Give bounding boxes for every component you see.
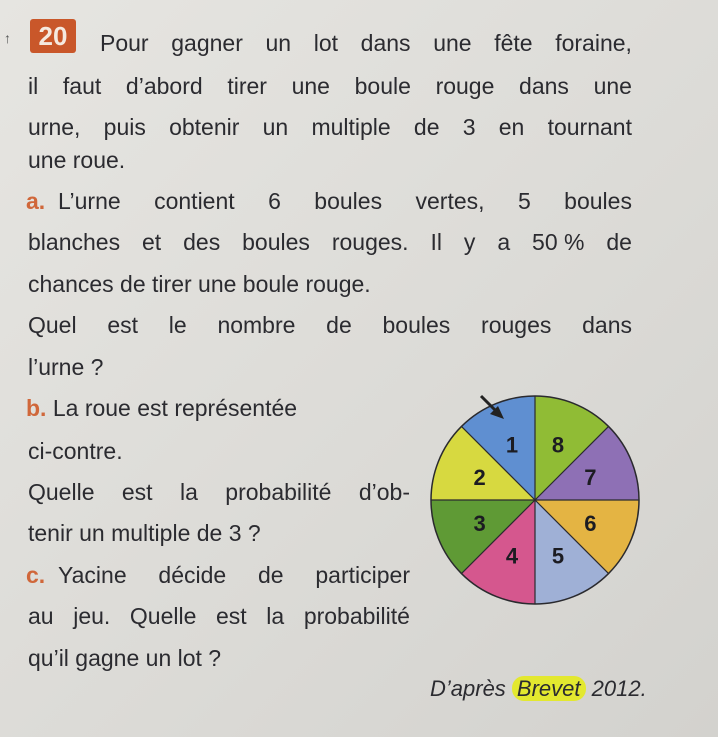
word: lot <box>313 30 339 56</box>
part-a-line-5: l’urne ? <box>28 354 104 380</box>
part-a-label <box>26 188 45 215</box>
word: 5 <box>517 188 531 214</box>
word: de <box>326 312 352 338</box>
word: Quel <box>28 312 77 338</box>
part-a-line-1 <box>58 188 632 215</box>
word: blanches <box>28 229 121 255</box>
source-prefix: D’après <box>430 676 512 701</box>
word: probabilité <box>303 603 410 629</box>
probability-wheel <box>426 390 644 610</box>
word: Pour <box>100 30 149 56</box>
word: de <box>258 562 284 588</box>
word: un <box>262 114 289 140</box>
word: il <box>28 73 39 99</box>
word: la <box>179 479 198 505</box>
word: Quelle <box>129 603 197 629</box>
part-b-line-2: ci-contre. <box>28 438 123 464</box>
part-c-letter: c. <box>26 562 46 588</box>
intro-line-2 <box>28 73 632 100</box>
part-c-line-3: qu’il gagne un lot ? <box>28 645 222 671</box>
word: 50 % <box>532 229 585 255</box>
word: une <box>291 73 330 99</box>
word: et <box>142 229 162 255</box>
wheel-label-5: 5 <box>551 543 565 569</box>
source-suffix: 2012. <box>585 676 647 701</box>
word: est <box>121 479 153 505</box>
word: multiple <box>311 114 391 140</box>
part-b-letter: b. <box>26 395 47 421</box>
word: d’abord <box>125 73 203 99</box>
word: est <box>107 312 139 338</box>
word: une <box>593 73 632 99</box>
word: Yacine <box>58 562 127 588</box>
word: tournant <box>547 114 632 140</box>
word: y <box>463 229 476 255</box>
word: gagner <box>171 30 243 56</box>
wheel-label-6: 6 <box>584 510 597 536</box>
word: faut <box>62 73 102 99</box>
exercise-number: 20 <box>30 19 76 53</box>
part-c-line-1 <box>58 562 410 589</box>
source-citation <box>430 676 647 702</box>
wheel-label-3: 3 <box>473 510 486 536</box>
part-b-line-1 <box>26 395 297 422</box>
wheel-dividers <box>431 396 639 604</box>
word: Il <box>430 229 442 255</box>
word: contient <box>154 188 235 214</box>
part-b-text-1: La roue est représentée <box>52 395 298 421</box>
word: la <box>266 603 285 629</box>
part-a-line-4 <box>28 312 632 339</box>
word: nombre <box>217 312 296 338</box>
word: une <box>433 30 472 56</box>
word: boules <box>242 229 310 255</box>
word: rouges <box>481 312 552 338</box>
wheel-label-4: 4 <box>505 543 519 569</box>
wheel-label-8: 8 <box>551 432 565 458</box>
part-a-line-2 <box>28 229 632 256</box>
word: dans <box>582 312 632 338</box>
word: a <box>497 229 511 255</box>
word: 3 <box>462 114 476 140</box>
intro-line-1 <box>100 30 632 57</box>
word: rouge <box>435 73 495 99</box>
word: obtenir <box>169 114 240 140</box>
word: un <box>265 30 292 56</box>
word: des <box>183 229 221 255</box>
word: boules <box>564 188 632 214</box>
word: au <box>28 603 54 629</box>
wheel-label-1: 1 <box>505 432 519 458</box>
word: foraine, <box>555 30 632 56</box>
part-b-line-4: tenir un multiple de 3 ? <box>28 520 261 546</box>
word: fête <box>494 30 533 56</box>
source-highlight: Brevet <box>512 676 586 701</box>
word: le <box>168 312 187 338</box>
word: participer <box>315 562 410 588</box>
intro-line-4: une roue. <box>28 147 126 173</box>
word: de <box>413 114 440 140</box>
word: boules <box>314 188 383 214</box>
part-b-line-3 <box>28 479 410 506</box>
word: de <box>606 229 632 255</box>
word: rouges. <box>331 229 409 255</box>
word: vertes, <box>415 188 485 214</box>
word: tirer <box>227 73 267 99</box>
word: puis <box>103 114 146 140</box>
word: boules <box>382 312 451 338</box>
word: décide <box>158 562 227 588</box>
wheel-label-2: 2 <box>473 465 486 491</box>
word: dans <box>519 73 569 99</box>
word: est <box>216 603 247 629</box>
word: boule <box>354 73 411 99</box>
word: probabilité <box>225 479 332 505</box>
word: en <box>498 114 525 140</box>
word: dans <box>360 30 411 56</box>
intro-line-3 <box>28 114 632 141</box>
word: L’urne <box>58 188 121 214</box>
part-a-letter: a. <box>26 188 46 214</box>
word: d’ob- <box>358 479 410 505</box>
margin-mark: ↑ <box>4 30 11 46</box>
wheel-label-7: 7 <box>584 465 597 491</box>
word: urne, <box>28 114 81 140</box>
part-c-line-2 <box>28 603 410 630</box>
part-a-line-3: chances de tirer une boule rouge. <box>28 271 371 297</box>
word: Quelle <box>28 479 95 505</box>
word: jeu. <box>73 603 111 629</box>
word: 6 <box>268 188 281 214</box>
part-c-label <box>26 562 45 589</box>
